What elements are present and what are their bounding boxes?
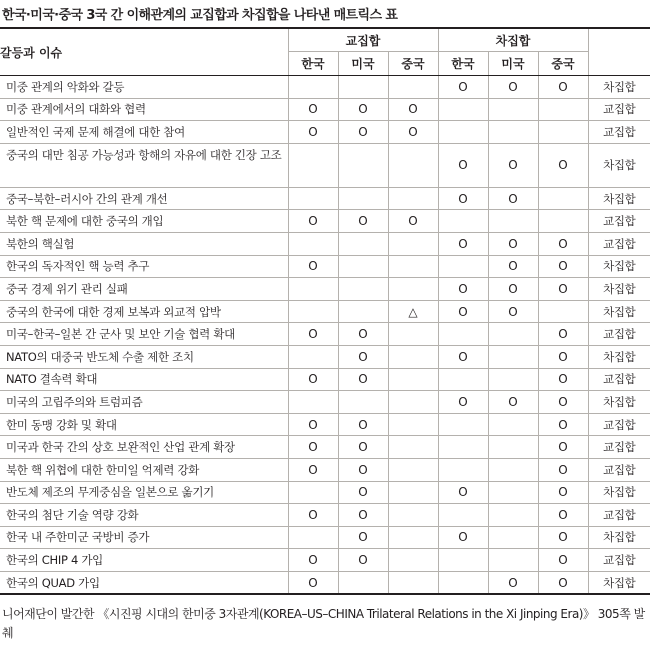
mark-cell: [338, 391, 388, 414]
table-row: [0, 413, 650, 436]
issue-cell: 일반적인 국제 문제 해결에 대한 참여: [0, 121, 288, 144]
mark-cell: O: [538, 368, 588, 391]
issue-cell: 반도체 제조의 무게중심을 일본으로 옮기기: [0, 481, 288, 504]
mark-cell: O: [438, 232, 488, 255]
table-row: [0, 526, 650, 549]
mark-cell: [488, 413, 538, 436]
table-row: [0, 345, 650, 368]
issue-cell: 한국의 QUAD 가입: [0, 571, 288, 594]
mark-cell: O: [438, 300, 488, 323]
mark-cell: O: [538, 549, 588, 572]
mark-cell: [338, 143, 388, 187]
mark-cell: O: [338, 413, 388, 436]
mark-cell: [438, 255, 488, 278]
mark-cell: O: [538, 391, 588, 414]
mark-cell: O: [288, 323, 338, 346]
table-row: [0, 232, 650, 255]
table-row: [0, 98, 650, 121]
mark-cell: O: [488, 571, 538, 594]
mark-cell: [288, 232, 338, 255]
mark-cell: [388, 549, 438, 572]
mark-cell: O: [338, 345, 388, 368]
table-row: [0, 323, 650, 346]
mark-cell: O: [488, 143, 538, 187]
mark-cell: O: [338, 526, 388, 549]
mark-cell: [438, 413, 488, 436]
mark-cell: O: [438, 143, 488, 187]
mark-cell: [338, 187, 388, 210]
mark-cell: O: [538, 504, 588, 527]
mark-cell: O: [338, 549, 388, 572]
mark-cell: [438, 458, 488, 481]
mark-cell: [388, 436, 438, 459]
mark-cell: [488, 549, 538, 572]
mark-cell: O: [288, 504, 338, 527]
mark-cell: O: [338, 436, 388, 459]
mark-cell: O: [288, 255, 338, 278]
issue-cell: 미국–한국–일본 간 군사 및 보안 기술 협력 확대: [0, 323, 288, 346]
issue-cell: 한국 내 주한미군 국방비 증가: [0, 526, 288, 549]
result-cell: 교집합: [588, 323, 650, 346]
mark-cell: [488, 504, 538, 527]
mark-cell: O: [388, 121, 438, 144]
mark-cell: △: [388, 300, 438, 323]
result-cell: 교집합: [588, 413, 650, 436]
mark-cell: [538, 210, 588, 233]
mark-cell: O: [538, 76, 588, 99]
country-header-korea: 한국: [288, 52, 338, 76]
mark-cell: O: [488, 278, 538, 301]
mark-cell: [338, 300, 388, 323]
mark-cell: [538, 121, 588, 144]
mark-cell: [438, 98, 488, 121]
mark-cell: [338, 76, 388, 99]
mark-cell: O: [288, 121, 338, 144]
mark-cell: [388, 255, 438, 278]
mark-cell: O: [438, 187, 488, 210]
result-cell: 차집합: [588, 278, 650, 301]
country-header-korea: 한국: [438, 52, 488, 76]
mark-cell: [388, 481, 438, 504]
result-cell: 차집합: [588, 255, 650, 278]
mark-cell: [388, 413, 438, 436]
result-cell: 교집합: [588, 121, 650, 144]
issue-cell: 중국의 한국에 대한 경제 보복과 외교적 압박: [0, 300, 288, 323]
mark-cell: O: [538, 481, 588, 504]
mark-cell: [338, 255, 388, 278]
result-cell: 교집합: [588, 458, 650, 481]
mark-cell: [488, 210, 538, 233]
mark-cell: O: [538, 458, 588, 481]
mark-cell: O: [438, 76, 488, 99]
table-row: [0, 458, 650, 481]
result-cell: 차집합: [588, 481, 650, 504]
mark-cell: [438, 323, 488, 346]
country-header-usa: 미국: [338, 52, 388, 76]
mark-cell: [488, 481, 538, 504]
mark-cell: [438, 121, 488, 144]
issue-column-header: 갈등과 이슈: [0, 29, 288, 76]
mark-cell: [438, 210, 488, 233]
issue-cell: NATO 결속력 확대: [0, 368, 288, 391]
mark-cell: O: [288, 549, 338, 572]
result-cell: 교집합: [588, 368, 650, 391]
mark-cell: O: [288, 436, 338, 459]
mark-cell: [388, 345, 438, 368]
mark-cell: O: [538, 413, 588, 436]
mark-cell: O: [388, 98, 438, 121]
mark-cell: [488, 368, 538, 391]
table-row: [0, 121, 650, 144]
mark-cell: [388, 187, 438, 210]
difference-group-header: 차집합: [438, 29, 588, 52]
mark-cell: O: [338, 504, 388, 527]
result-cell: 차집합: [588, 300, 650, 323]
issue-cell: 북한 핵 문제에 대한 중국의 개입: [0, 210, 288, 233]
mark-cell: O: [538, 345, 588, 368]
mark-cell: [488, 345, 538, 368]
table-row: [0, 278, 650, 301]
issue-cell: 북한 핵 위협에 대한 한미일 억제력 강화: [0, 458, 288, 481]
table-row: [0, 481, 650, 504]
mark-cell: O: [438, 526, 488, 549]
mark-cell: [488, 526, 538, 549]
mark-cell: [288, 187, 338, 210]
table-row: [0, 143, 650, 187]
mark-cell: O: [488, 300, 538, 323]
table-row: [0, 549, 650, 572]
result-cell: 교집합: [588, 504, 650, 527]
mark-cell: O: [338, 368, 388, 391]
country-header-china: 중국: [538, 52, 588, 76]
table-title: 한국·미국·중국 3국 간 이해관계의 교집합과 차집합을 나타낸 매트릭스 표: [2, 8, 398, 23]
result-column-header: [588, 29, 650, 76]
mark-cell: O: [338, 121, 388, 144]
issue-cell: 중국의 대만 침공 가능성과 항해의 자유에 대한 긴장 고조: [0, 143, 288, 187]
matrix-body: [0, 76, 650, 595]
issue-cell: 한국의 독자적인 핵 능력 추구: [0, 255, 288, 278]
mark-cell: [538, 98, 588, 121]
mark-cell: [288, 300, 338, 323]
country-header-usa: 미국: [488, 52, 538, 76]
mark-cell: [488, 458, 538, 481]
result-cell: 차집합: [588, 526, 650, 549]
issue-cell: NATO의 대중국 반도체 수출 제한 조치: [0, 345, 288, 368]
result-cell: 교집합: [588, 549, 650, 572]
issue-cell: 북한의 핵실험: [0, 232, 288, 255]
mark-cell: [338, 571, 388, 594]
mark-cell: O: [288, 210, 338, 233]
mark-cell: O: [438, 391, 488, 414]
mark-cell: O: [288, 413, 338, 436]
mark-cell: [288, 481, 338, 504]
table-row: [0, 571, 650, 594]
table-row: [0, 391, 650, 414]
table-row: [0, 436, 650, 459]
mark-cell: O: [538, 255, 588, 278]
table-row: [0, 210, 650, 233]
issue-cell: 한국의 첨단 기술 역량 강화: [0, 504, 288, 527]
mark-cell: [388, 232, 438, 255]
issue-cell: 미중 관계의 악화와 갈등: [0, 76, 288, 99]
result-cell: 차집합: [588, 143, 650, 187]
issue-cell: 미국과 한국 간의 상호 보완적인 산업 관계 확장: [0, 436, 288, 459]
mark-cell: [288, 143, 338, 187]
mark-cell: O: [338, 481, 388, 504]
mark-cell: [538, 300, 588, 323]
mark-cell: [288, 391, 338, 414]
mark-cell: O: [538, 323, 588, 346]
mark-cell: O: [538, 278, 588, 301]
mark-cell: O: [538, 436, 588, 459]
mark-cell: O: [438, 345, 488, 368]
mark-cell: [388, 143, 438, 187]
mark-cell: [388, 278, 438, 301]
issue-cell: 중국 경제 위기 관리 실패: [0, 278, 288, 301]
mark-cell: [488, 98, 538, 121]
mark-cell: [288, 345, 338, 368]
mark-cell: [388, 76, 438, 99]
mark-cell: O: [488, 76, 538, 99]
mark-cell: O: [538, 232, 588, 255]
mark-cell: [438, 368, 488, 391]
mark-cell: [388, 323, 438, 346]
intersection-group-header: 교집합: [288, 29, 438, 52]
issue-cell: 중국–북한–러시아 간의 관계 개선: [0, 187, 288, 210]
mark-cell: [388, 458, 438, 481]
issue-cell: 한국의 CHIP 4 가입: [0, 549, 288, 572]
table-row: [0, 187, 650, 210]
mark-cell: [438, 436, 488, 459]
mark-cell: [338, 278, 388, 301]
mark-cell: [288, 526, 338, 549]
mark-cell: O: [288, 368, 338, 391]
mark-cell: [388, 504, 438, 527]
table-row: [0, 368, 650, 391]
mark-cell: O: [538, 526, 588, 549]
result-cell: 교집합: [588, 210, 650, 233]
mark-cell: O: [438, 278, 488, 301]
mark-cell: O: [338, 98, 388, 121]
result-cell: 교집합: [588, 232, 650, 255]
mark-cell: [488, 436, 538, 459]
mark-cell: [288, 76, 338, 99]
mark-cell: O: [488, 255, 538, 278]
mark-cell: O: [338, 458, 388, 481]
mark-cell: O: [288, 571, 338, 594]
source-caption: 니어재단이 발간한 《시진핑 시대의 한미중 3자관계(KOREA–US–CHINA Trilateral Relations in the Xi Jinping Era)》 305쪽 발췌: [2, 607, 645, 640]
table-row: [0, 504, 650, 527]
mark-cell: O: [288, 98, 338, 121]
mark-cell: [438, 549, 488, 572]
mark-cell: [388, 571, 438, 594]
table-row: [0, 300, 650, 323]
result-cell: 차집합: [588, 571, 650, 594]
mark-cell: O: [488, 187, 538, 210]
table-row: [0, 76, 650, 99]
country-header-china: 중국: [388, 52, 438, 76]
result-cell: 교집합: [588, 98, 650, 121]
mark-cell: [438, 571, 488, 594]
result-cell: 차집합: [588, 391, 650, 414]
mark-cell: [538, 187, 588, 210]
mark-cell: O: [488, 391, 538, 414]
mark-cell: [288, 278, 338, 301]
mark-cell: O: [488, 232, 538, 255]
mark-cell: [338, 232, 388, 255]
result-cell: 교집합: [588, 436, 650, 459]
mark-cell: O: [538, 571, 588, 594]
mark-cell: [388, 526, 438, 549]
mark-cell: O: [338, 210, 388, 233]
mark-cell: [488, 121, 538, 144]
mark-cell: O: [438, 481, 488, 504]
mark-cell: O: [338, 323, 388, 346]
mark-cell: O: [538, 143, 588, 187]
result-cell: 차집합: [588, 187, 650, 210]
mark-cell: [388, 391, 438, 414]
mark-cell: O: [388, 210, 438, 233]
issue-cell: 미국의 고립주의와 트럼피즘: [0, 391, 288, 414]
mark-cell: [438, 504, 488, 527]
mark-cell: O: [288, 458, 338, 481]
mark-cell: [488, 323, 538, 346]
result-cell: 차집합: [588, 76, 650, 99]
table-row: [0, 255, 650, 278]
matrix-table: [0, 29, 650, 595]
issue-cell: 한미 동맹 강화 및 확대: [0, 413, 288, 436]
mark-cell: [388, 368, 438, 391]
issue-cell: 미중 관계에서의 대화와 협력: [0, 98, 288, 121]
result-cell: 차집합: [588, 345, 650, 368]
